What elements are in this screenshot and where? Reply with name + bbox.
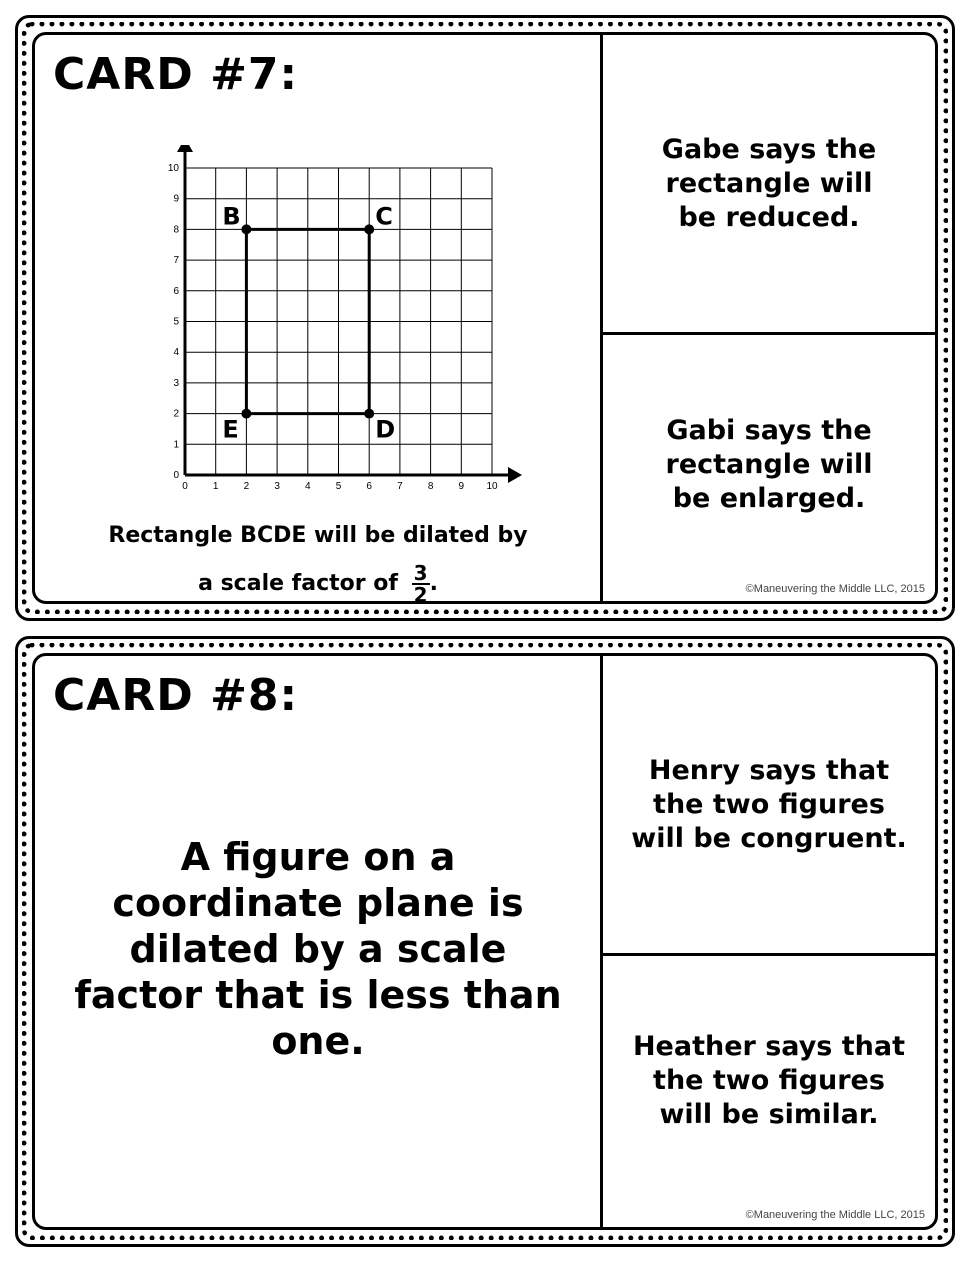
statement-line: the two figures bbox=[653, 1065, 885, 1096]
statement-gabe bbox=[603, 35, 935, 332]
prompt-line: A figure on a bbox=[180, 835, 456, 879]
y-tick-label: 2 bbox=[173, 408, 179, 420]
vertex-point bbox=[364, 409, 374, 419]
statement-line: rectangle will bbox=[665, 167, 873, 199]
y-tick-label: 8 bbox=[173, 224, 179, 236]
prompt-line: factor that is less than bbox=[74, 973, 562, 1017]
x-tick-label: 10 bbox=[486, 481, 498, 492]
x-tick-label: 8 bbox=[427, 481, 434, 492]
x-tick-label: 6 bbox=[366, 481, 372, 492]
card-7-title: CARD #7: bbox=[53, 49, 299, 100]
card-8-inner bbox=[32, 653, 938, 1230]
vertex-label: B bbox=[222, 202, 241, 231]
statement-line: Heather says that bbox=[632, 1031, 906, 1062]
copyright-notice: ©Maneuvering the Middle LLC, 2015 bbox=[745, 1209, 925, 1221]
card-7-caption-line-2 bbox=[35, 563, 601, 604]
card-7-caption-line-1: Rectangle BCDE will be dilated by bbox=[108, 523, 528, 548]
y-tick-label: 9 bbox=[173, 193, 179, 205]
statement-line: will be congruent. bbox=[631, 822, 907, 854]
y-tick-label: 0 bbox=[173, 470, 179, 481]
y-axis-arrow-icon bbox=[177, 145, 193, 152]
x-tick-label: 5 bbox=[335, 481, 342, 492]
x-tick-label: 4 bbox=[305, 481, 311, 492]
x-tick-label: 9 bbox=[458, 481, 465, 492]
task-card-7 bbox=[15, 15, 955, 621]
statement-line: Henry says that bbox=[648, 754, 890, 786]
statement-line: Gabe says the bbox=[661, 133, 877, 165]
task-card-8 bbox=[15, 636, 955, 1247]
prompt-line: one. bbox=[271, 1019, 365, 1063]
statement-gabi bbox=[603, 335, 935, 595]
vertex-point bbox=[241, 224, 251, 234]
card-8-prompt-panel bbox=[35, 656, 601, 1227]
statement-line: be enlarged. bbox=[672, 483, 866, 514]
vertex-label: D bbox=[375, 415, 396, 444]
vertex-point bbox=[364, 224, 374, 234]
vertex-label: E bbox=[222, 415, 239, 444]
card-7-prompt-panel bbox=[35, 35, 601, 604]
y-tick-label: 5 bbox=[173, 316, 179, 328]
x-tick-label: 1 bbox=[212, 481, 219, 492]
y-tick-label: 1 bbox=[173, 439, 179, 451]
y-tick-label: 3 bbox=[173, 377, 179, 389]
y-tick-label: 10 bbox=[167, 163, 179, 174]
card-8-title: CARD #8: bbox=[53, 670, 299, 721]
x-axis-arrow-icon bbox=[508, 467, 522, 483]
y-tick-label: 4 bbox=[173, 347, 179, 359]
caption-period: . bbox=[429, 571, 438, 596]
statement-line: rectangle will bbox=[665, 449, 873, 480]
y-tick-label: 7 bbox=[173, 255, 179, 267]
x-tick-label: 0 bbox=[182, 481, 188, 492]
statement-henry bbox=[603, 656, 935, 953]
x-tick-label: 3 bbox=[274, 481, 280, 492]
statement-line: be reduced. bbox=[678, 201, 860, 233]
x-tick-label: 2 bbox=[243, 481, 250, 492]
copyright-notice: ©Maneuvering the Middle LLC, 2015 bbox=[745, 583, 925, 595]
fraction-numerator: 3 bbox=[413, 561, 428, 585]
y-tick-label: 6 bbox=[173, 285, 179, 297]
statement-line: will be similar. bbox=[659, 1099, 879, 1130]
statement-heather bbox=[603, 956, 935, 1206]
caption-scale-text: a scale factor of bbox=[198, 571, 398, 596]
prompt-line: coordinate plane is bbox=[112, 881, 524, 925]
fraction-denominator: 2 bbox=[413, 583, 428, 604]
card-7-inner bbox=[32, 32, 938, 604]
prompt-line: dilated by a scale bbox=[129, 927, 507, 971]
vertex-label: C bbox=[375, 202, 393, 231]
scale-factor-fraction bbox=[412, 563, 430, 604]
coordinate-grid bbox=[145, 145, 535, 505]
x-tick-label: 7 bbox=[397, 481, 403, 492]
statement-line: the two figures bbox=[653, 788, 885, 820]
vertex-point bbox=[241, 409, 251, 419]
statement-line: Gabi says the bbox=[666, 415, 872, 446]
card-8-prompt bbox=[55, 834, 581, 1064]
